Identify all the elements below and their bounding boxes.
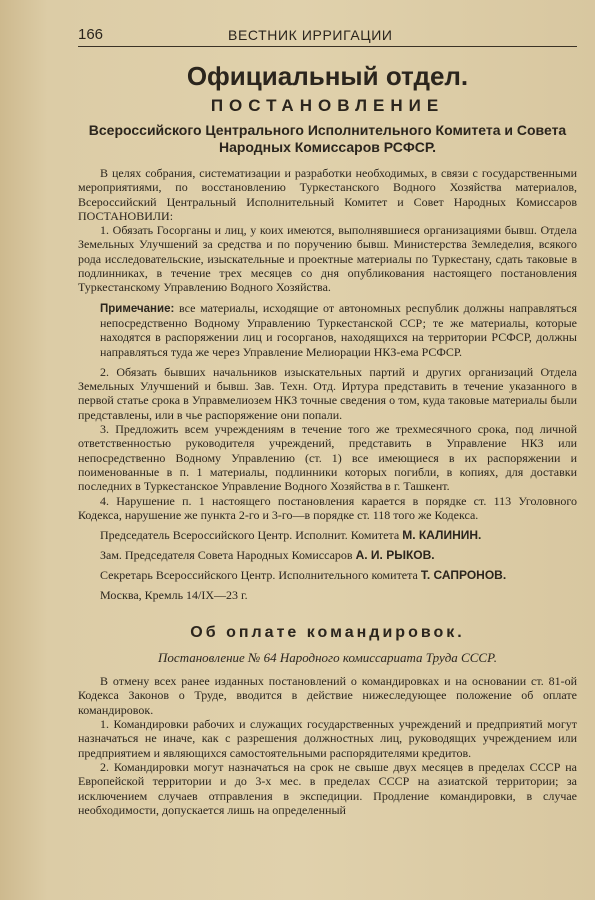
signature-name: Т. САПРОНОВ.	[420, 568, 507, 583]
running-title: ВЕСТНИК ИРРИГАЦИИ	[228, 27, 393, 43]
paragraph: 2. Обязать бывших начальников изыскательных партий и других организаций Отдела Земельных Улучшений и бывш. Зав. Техн. Отд. Иртура представить в течение указанного в первой статье срока в Управмелиозем НКЗ точные сведения о том, куда таковые материалы были представлены, или в чье распоряжение они попали.	[78, 364, 577, 422]
note-text: все материалы, исходящие от автономных республик должны направляться непосредственно Водному Управлению Туркестанской ССР; те же материалы, которые находятся в распоряжении лиц и госорганов, находящихся на территории РСФСР, должны направляться туда же через Управление Мелиорации НКЗ-ема РСФСР.	[100, 300, 577, 359]
note-label: Примечание:	[100, 302, 175, 315]
decree-body	[78, 166, 577, 295]
signature-line	[78, 548, 577, 562]
signature-line	[78, 568, 577, 582]
note	[78, 301, 577, 359]
signature-role: Зам. Председателя Совета Народных Комиссаров	[100, 548, 353, 563]
section2-subtitle: Постановление № 64 Народного комиссариата Труда СССР.	[158, 650, 497, 666]
paragraph: 4. Нарушение п. 1 настоящего постановления карается в порядке ст. 113 Уголовного Кодекса, нарушение же пункта 2-го и 3-го—в порядке ст. 118 того же Кодекса.	[78, 493, 577, 522]
paragraph: В целях собрания, систематизации и разработки необходимых, в связи с государственными мероприятиями, по восстановлению Туркестанского Водного Хозяйства материалов, Всероссийский Центральный Исполнительный Комитет и Совет Народных Комиссаров ПОСТАНОВИЛИ:	[78, 166, 577, 223]
signature-role: Секретарь Всероссийского Центр. Исполнительного комитета	[100, 568, 418, 583]
page-number: 166	[78, 26, 104, 43]
signature-name: М. КАЛИНИН.	[402, 528, 482, 543]
place-date: Москва, Кремль 14/IX—23 г.	[100, 588, 248, 603]
paragraph: В отмену всех ранее изданных постановлений о командировках и на основании ст. 81-ой Кодекса Законов о Труде, вводится в действие нижеследующее положение об оплате командировок.	[78, 674, 577, 717]
section2-title: Об оплате командировок.	[190, 624, 465, 642]
signature-line	[78, 528, 577, 542]
decree-heading: ПОСТАНОВЛЕНИЕ	[210, 96, 445, 115]
page-header	[78, 0, 577, 47]
issuer-heading: Всероссийского Центрального Исполнительного Комитета и Совета Народных Комиссаров РСФСР.	[88, 122, 567, 155]
section2-body	[78, 674, 577, 817]
signature-role: Председатель Всероссийского Центр. Исполнит. Комитета	[100, 528, 400, 543]
paragraph: 3. Предложить всем учреждениям в течение того же трехмесячного срока, под личной ответственностью руководителя учреждений, представить в Управление НКЗ или непосредственно Водному Управлению (ст. 1) все имеющиеся в их распоряжении и поименованные в п. 1 материалы, подлинники которых погибли, в копиях, для доставки последних в Туркестанское Управление Водного Хозяйства в г. Ташкент.	[78, 422, 577, 494]
section-title: Официальный отдел.	[186, 61, 469, 91]
decree-body-continued	[78, 365, 577, 522]
signature-name: А. И. РЫКОВ.	[355, 548, 435, 563]
paragraph: 1. Обязать Госорганы и лиц, у коих имеются, выполнявшиеся организациями бывш. Отдела Земельных Улучшений за средства и по поручению бывш. Министерства Земледелия, всякого рода исследовательские, изыскательные и проектные материалы по Туркестану, сдать таковые в подлинниках, в течение трех месяцев со дня опубликования настоящего постановления Туркестанскому Управлению Водного Хозяйства.	[78, 223, 577, 295]
paragraph: 1. Командировки рабочих и служащих государственных учреждений и предприятий могут назначаться не иначе, как с разрешения должностных лиц, руководящих учреждением или предприятием и являющихся самостоятельными распорядителями кредитов.	[78, 717, 577, 760]
paragraph: 2. Командировки могут назначаться на срок не свыше двух месяцев в пределах СССР на Европейской территории и до 3-х мес. в пределах СССР на азиатской территории; за исключением случаев отправления в экспедиции. Продление командировки, в случае необходимости, допускается лишь на определенный	[78, 759, 577, 817]
